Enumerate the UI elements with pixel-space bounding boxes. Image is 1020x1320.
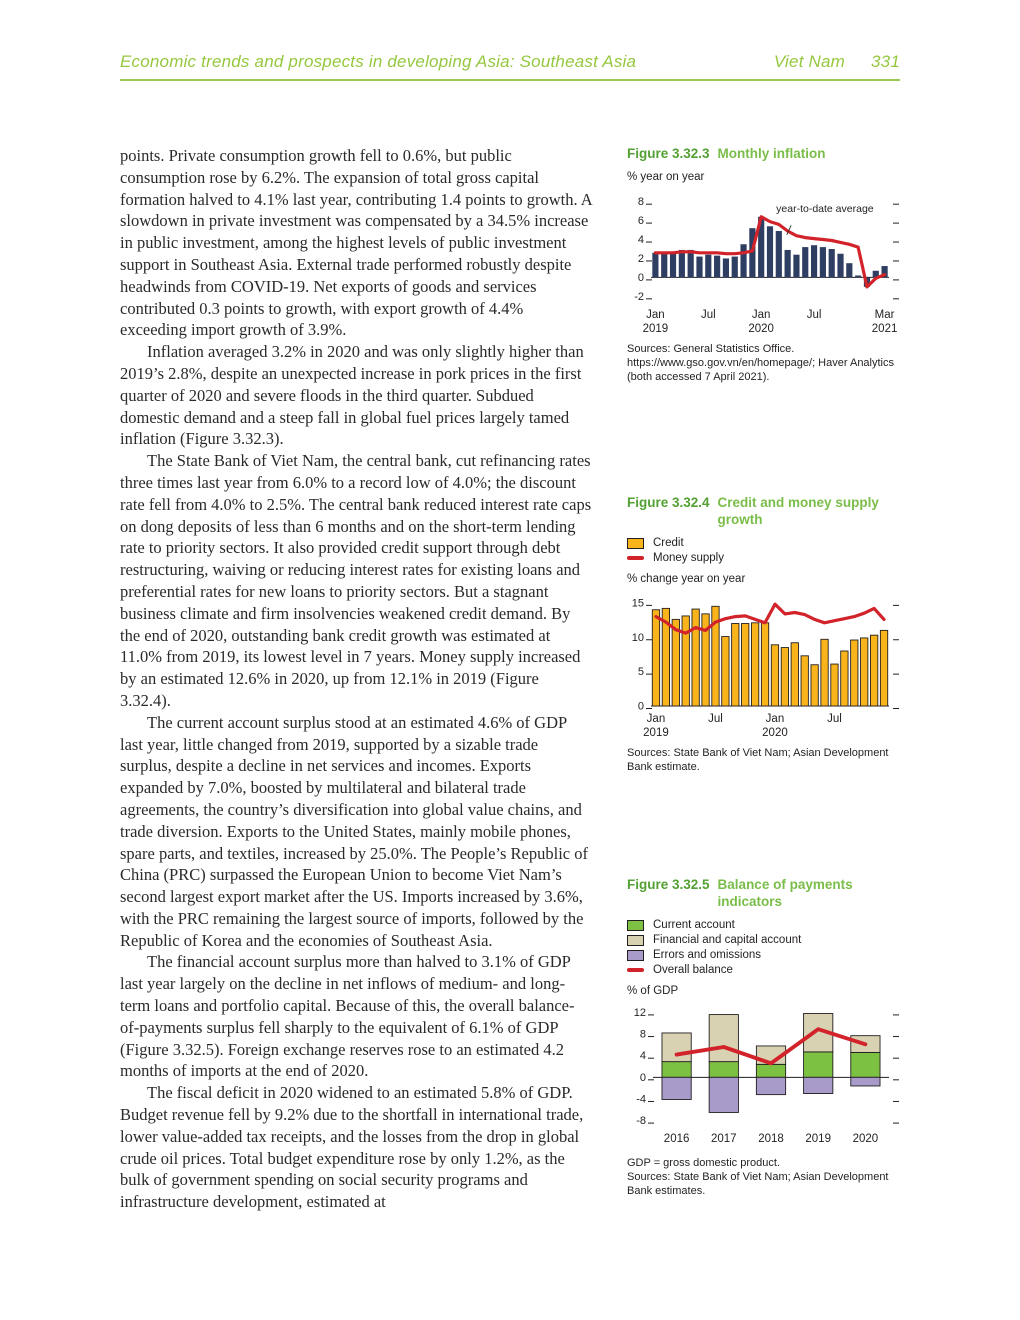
legend-item-money-supply: [627, 552, 900, 564]
figure-heading: [627, 494, 900, 528]
svg-text:-2: -2: [634, 290, 644, 303]
source-note: Sources: State Bank of Viet Nam; Asian Development Bank estimates.: [627, 1171, 889, 1197]
svg-text:-4: -4: [636, 1093, 646, 1106]
legend-label: Errors and omissions: [653, 949, 762, 961]
figure-number: Figure 3.32.4: [627, 495, 710, 510]
definition-note: GDP = gross domestic product.: [627, 1157, 780, 1169]
svg-text:0: 0: [639, 1071, 646, 1084]
svg-text:2019: 2019: [643, 727, 669, 739]
svg-text:Jan: Jan: [646, 713, 666, 725]
legend-item-current-account: [627, 919, 900, 931]
paragraph: points. Private consumption growth fell to 0.6%, but public consumption rose by 6.2%. The expansion of total gross capital formation halved to 4.1% last year, contributing 1.4 points to growth. A slowdown in private investment was compensated by a 34.5% increase in public investment, among the highest levels of public investment support in Southeast Asia. External trade performed robustly despite headwinds from COVID-19. Net exports of goods and services contributed 0.3 points to growth, with export growth of 4.4% exceeding import growth of 3.9%.: [120, 146, 592, 340]
section-title: Viet Nam: [773, 52, 846, 71]
source-note: Sources: General Statistics Office. https://www.gso.gov.vn/en/homepage/; Haver Analytics (both accessed 7 April 2021).: [627, 343, 894, 383]
svg-text:8: 8: [637, 196, 644, 209]
svg-text:Jan: Jan: [751, 309, 771, 321]
svg-text:Jan: Jan: [646, 309, 665, 321]
figure-title: Monthly inflation: [717, 146, 826, 161]
svg-text:8: 8: [639, 1028, 646, 1041]
svg-text:Jul: Jul: [827, 713, 842, 725]
axis-unit-label: % change year on year: [627, 573, 746, 585]
page-number: 331: [871, 52, 900, 71]
svg-text:2020: 2020: [762, 727, 788, 739]
figure-credit-money-supply: [627, 494, 900, 774]
legend-item-financial-and-capital-account: [627, 934, 900, 946]
legend-box-swatch: [627, 950, 644, 961]
balance-of-payments-svg: [627, 1002, 900, 1152]
legend-label: Overall balance: [653, 964, 733, 976]
svg-text:2019: 2019: [642, 323, 669, 335]
credit-money-supply-bars: [652, 606, 887, 706]
paragraph: The current account surplus stood at an estimated 4.6% of GDP last year, little changed from 2019, supported by a sizable trade surplus, despite a decline in net services and incomes. Exports expanded by 7.0%, boosted by multilateral and bilateral trade agreements, the country’s diversification into global value chains, and trade diversion. Exports to the United States, mainly mobile phones, spare parts, and textiles, increased by 25.0%. The People’s Republic of China (PRC) surpassed the European Union to become Viet Nam’s second largest export market after the US. Imports increased by 3.6%, with the PRC remaining the largest source of imports, followed by the Republic of Korea and the economies of Southeast Asia.: [120, 712, 588, 950]
credit-money-supply-chart: [627, 590, 900, 742]
figure-title: Credit and money supply growth: [717, 495, 879, 527]
legend-box-swatch: [627, 920, 644, 931]
legend-item-overall-balance: [627, 964, 900, 976]
svg-text:4: 4: [639, 1050, 646, 1063]
legend-label: Current account: [653, 919, 735, 931]
svg-text:6: 6: [637, 215, 644, 228]
monthly-inflation-chart: [627, 188, 900, 338]
figure-heading: [627, 145, 900, 162]
figure-notes: [627, 746, 900, 774]
figure-notes: [627, 342, 900, 384]
svg-text:Jan: Jan: [765, 713, 785, 725]
figure-heading: [627, 876, 900, 910]
legend-line-swatch: [627, 968, 644, 972]
figure-number: Figure 3.32.3: [627, 146, 710, 161]
paragraph: The fiscal deficit in 2020 widened to an estimated 5.8% of GDP. Budget revenue fell by 9.2% due to the shortfall in international trade, lower value-added tax receipts, and the losses from the drop in global crude oil prices. Total budget expenditure rose by only 1.2%, as the bulk of government spending on social security programs and infrastructure development, estimated at: [120, 1083, 584, 1212]
svg-text:2020: 2020: [748, 323, 774, 335]
svg-text:0: 0: [637, 271, 644, 284]
ytd-average-annotation: year-to-date average: [776, 203, 874, 216]
svg-text:2: 2: [637, 252, 644, 265]
svg-text:2017: 2017: [711, 1133, 737, 1145]
content-columns: [120, 145, 900, 1213]
source-note: Sources: State Bank of Viet Nam; Asian Development Bank estimate.: [627, 747, 889, 773]
page-header: [120, 52, 900, 81]
legend-label: Financial and capital account: [653, 934, 802, 946]
svg-text:0: 0: [637, 700, 644, 713]
svg-text:2016: 2016: [663, 1133, 690, 1145]
svg-text:Jul: Jul: [708, 713, 723, 725]
legend-item-credit: [627, 537, 900, 549]
legend-box-swatch: [627, 538, 644, 549]
legend-line-swatch: [627, 556, 644, 560]
svg-text:Jul: Jul: [700, 309, 716, 321]
balance-of-payments-chart: [627, 1002, 900, 1152]
svg-text:Mar: Mar: [874, 309, 895, 321]
chart-legend: [627, 537, 900, 564]
figure-balance-of-payments: [627, 876, 900, 1198]
legend-label: Money supply: [653, 552, 724, 564]
svg-text:15: 15: [631, 597, 644, 610]
monthly-inflation-svg: [627, 188, 900, 338]
running-title: Economic trends and prospects in developing Asia: Southeast Asia: [120, 52, 637, 71]
svg-text:-8: -8: [636, 1115, 646, 1128]
legend-item-errors-and-omissions: [627, 949, 900, 961]
axis-unit-label: % of GDP: [627, 985, 679, 997]
credit-money-supply-svg: [627, 590, 900, 742]
chart-legend: [627, 919, 900, 976]
header-right: [774, 52, 900, 72]
svg-text:12: 12: [633, 1006, 646, 1019]
figure-notes: [627, 1156, 900, 1198]
figure-title: Balance of payments indicators: [717, 877, 853, 909]
figure-number: Figure 3.32.5: [627, 877, 710, 892]
legend-label: Credit: [653, 537, 684, 549]
svg-text:10: 10: [631, 631, 644, 644]
credit-money-supply-line: [656, 604, 884, 633]
paragraph: The financial account surplus more than halved to 3.1% of GDP last year largely on the decline in net inflows of medium- and long-term loans and portfolio capital. Because of this, the overall balance-of-payments surplus fell sharply to the equivalent of 6.1% of GDP (Figure 3.32.5). Foreign exchange reserves rose to an estimated 4.2 months of imports at the end of 2020.: [120, 952, 575, 1081]
svg-text:2020: 2020: [852, 1133, 879, 1145]
figure-monthly-inflation: [627, 145, 900, 384]
legend-box-swatch: [627, 935, 644, 946]
axis-unit-label: % year on year: [627, 171, 705, 183]
svg-text:2019: 2019: [805, 1133, 831, 1145]
svg-text:4: 4: [637, 234, 644, 247]
figure-column: [627, 145, 900, 1213]
paragraph: The State Bank of Viet Nam, the central bank, cut refinancing rates three times last year from 6.0% to a record low of 4.0%; the discount rate fell from 4.0% to 2.5%. The central bank reduced interest rate caps on dong deposits of less than 6 months and on the short-term lending rate to priority sectors. It also provided credit support through debt restructuring, waiving or reducing interest rates for existing loans and preferential rates for new loans to priority sectors. But a stagnant business climate and firm insolvencies weakened credit demand. By the end of 2020, outstanding bank credit growth was estimated at 11.0% from 2019, its lowest level in 7 years. Money supply increased by an estimated 12.6% in 2020, up from 12.1% in 2019 (Figure 3.32.4).: [120, 451, 592, 710]
svg-text:Jul: Jul: [806, 309, 822, 321]
svg-text:5: 5: [637, 666, 644, 679]
paragraph: Inflation averaged 3.2% in 2020 and was only slightly higher than 2019’s 2.8%, despite an unexpected increase in pork prices in the first quarter of 2020 and severe floods in the third quarter. Subdued domestic demand and a steep fall in global fuel prices largely tamed inflation (Figure 3.32.3).: [120, 342, 584, 449]
body-text-column: [120, 145, 593, 1213]
svg-text:2018: 2018: [758, 1133, 784, 1145]
svg-text:2021: 2021: [871, 323, 898, 335]
